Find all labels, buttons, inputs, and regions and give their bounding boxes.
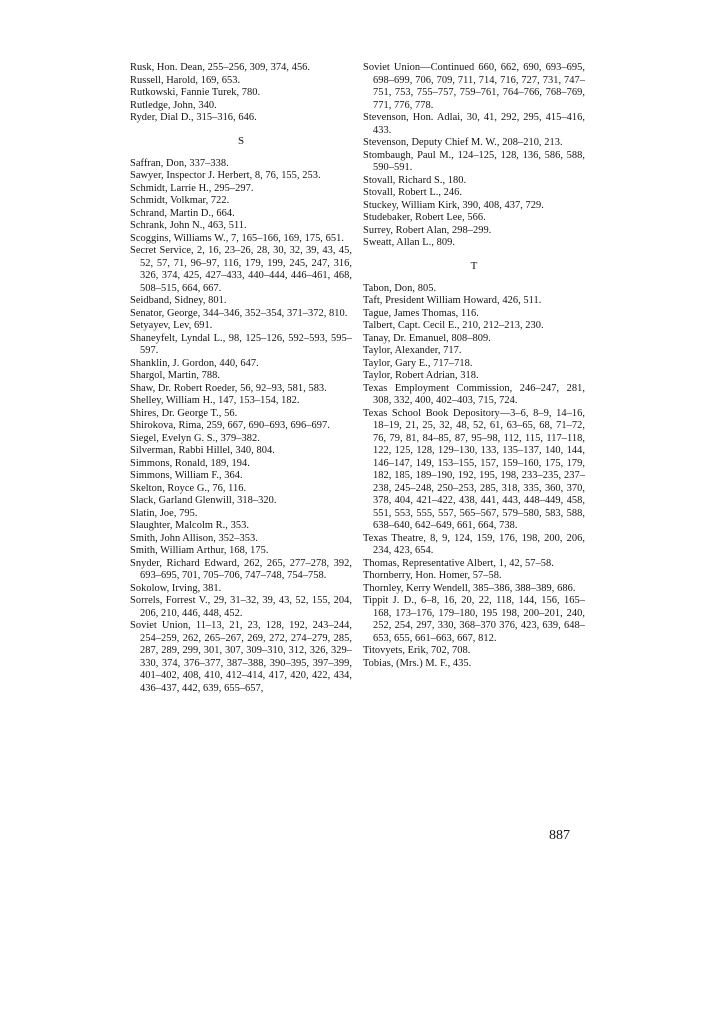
index-entry: Sokolow, Irving, 381. <box>130 582 222 594</box>
index-entry: Soviet Union, 11–13, 21, 23, 128, 192, 243–244, 254–259, 262, 265–267, 269, 272, 274–279, 285, 287, 289, 299, 301, 307, 309–310, 312, 326, 329–330, 374, 376–377, 387–388, 390–395, 397–399, 401–402, 408, 410, 412–414, 417, 420, 422, 434, 436–437, 442, 639, 655–657, <box>130 620 352 694</box>
index-entry: Taylor, Alexander, 717. <box>363 345 462 356</box>
index-entry: Slaughter, Malcolm R., 353. <box>130 520 249 531</box>
index-entry: Russell, Harold, 169, 653. <box>130 74 241 86</box>
index-entry: Stovall, Robert L., 246. <box>363 187 463 198</box>
index-entry: Sawyer, Inspector J. Herbert, 8, 76, 155, 253. <box>130 170 321 181</box>
index-entry: Smith, William Arthur, 168, 175. <box>130 545 269 556</box>
index-entry: Talbert, Capt. Cecil E., 210, 212–213, 230. <box>363 320 544 331</box>
index-entry: Texas Theatre, 8, 9, 124, 159, 176, 198, 200, 206, 234, 423, 654. <box>363 532 585 556</box>
index-entry: Slatin, Joe, 795. <box>130 507 198 519</box>
index-entry: Senator, George, 344–346, 352–354, 371–372, 810. <box>130 307 348 319</box>
index-entry: Texas School Book Depository—3–6, 8–9, 14–16, 18–19, 21, 25, 32, 48, 52, 61, 63–65, 68, 71–72, 76, 79, 81, 84–85, 87, 95–98, 112, 115, 117–118, 122, 125, 128, 129–130, 133, 135–137, 140, 144, 146–147, 149, 153–155, 157, 159–160, 175, 179, 182, 185, 189–190, 192, 195, 198, 233–235, 237–238, 245–248, 250–253, 285, 318, 335, 360, 370, 378, 404, 421–422, 438, 441, 443, 448–449, 458, 551, 553, 555, 557, 565–567, 579–580, 583, 588, 638–640, 642–649, 661, 664, 738. <box>363 407 585 531</box>
index-entry: Shirokova, Rima, 259, 667, 690–693, 696–697. <box>130 420 330 431</box>
index-entry: Slack, Garland Glenwill, 318–320. <box>130 495 277 506</box>
index-entry: Shanklin, J. Gordon, 440, 647. <box>130 357 259 369</box>
index-entry: Stuckey, William Kirk, 390, 408, 437, 729. <box>363 199 544 211</box>
index-entry: Thornley, Kerry Wendell, 385–386, 388–389, 686. <box>363 582 576 594</box>
index-entry: Ryder, Dial D., 315–316, 646. <box>130 112 257 123</box>
index-entry: Shaneyfelt, Lyndal L., 98, 125–126, 592–593, 595–597. <box>130 332 352 356</box>
index-entry: Stevenson, Hon. Adlai, 30, 41, 292, 295, 415–416, 433. <box>363 112 585 136</box>
index-entry: Tague, James Thomas, 116. <box>363 307 479 319</box>
index-entry: Shargol, Martin, 788. <box>130 370 221 381</box>
index-entry: Rusk, Hon. Dean, 255–256, 309, 374, 456. <box>130 62 311 73</box>
index-entry: Taylor, Robert Adrian, 318. <box>363 370 479 381</box>
index-entry: Soviet Union—Continued 660, 662, 690, 693–695, 698–699, 706, 709, 711, 714, 716, 727, 731, 747–751, 753, 755–757, 759–761, 764–766, 768–769, 771, 776, 778. <box>363 62 585 111</box>
index-entry: Shelley, William H., 147, 153–154, 182. <box>130 395 300 406</box>
section-letter: S <box>237 134 245 147</box>
index-entry: Rutkowski, Fannie Turek, 780. <box>130 87 261 98</box>
index-entry: Sorrels, Forrest V., 29, 31–32, 39, 43, 52, 155, 204, 206, 210, 446, 448, 452. <box>130 595 352 619</box>
index-entry: Schmidt, Volkmar, 722. <box>130 195 230 206</box>
index-entry: Secret Service, 2, 16, 23–26, 28, 30, 32, 39, 43, 45, 52, 57, 71, 96–97, 116, 179, 199, 245, 247, 316, 326, 374, 425, 427–433, 440–444, 446–461, 468, 508–515, 664, 667. <box>130 245 352 294</box>
index-entry: Simmons, Ronald, 189, 194. <box>130 457 250 469</box>
index-entry: Simmons, William F., 364. <box>130 470 243 481</box>
index-entry: Setyayev, Lev, 691. <box>130 320 213 331</box>
index-entry: Schrand, Martin D., 664. <box>130 207 235 219</box>
section-letter: T <box>470 259 478 272</box>
index-entry: Surrey, Robert Alan, 298–299. <box>363 224 492 236</box>
page-number: 887 <box>549 828 570 843</box>
index-entry: Shires, Dr. George T., 56. <box>130 407 238 419</box>
index-column-left <box>130 62 352 695</box>
index-entry: Stombaugh, Paul M., 124–125, 128, 136, 586, 588, 590–591. <box>363 149 585 173</box>
index-entry: Smith, John Allison, 352–353. <box>130 532 258 544</box>
index-entry: Tanay, Dr. Emanuel, 808–809. <box>363 332 491 344</box>
index-entry: Studebaker, Robert Lee, 566. <box>363 212 486 223</box>
index-entry: Rutledge, John, 340. <box>130 99 217 111</box>
index-entry: Seidband, Sidney, 801. <box>130 295 227 306</box>
index-entry: Taylor, Gary E., 717–718. <box>363 357 473 369</box>
index-entry: Scoggins, Williams W., 7, 165–166, 169, 175, 651. <box>130 232 344 244</box>
index-entry: Siegel, Evelyn G. S., 379–382. <box>130 432 260 444</box>
index-entry: Thornberry, Hon. Homer, 57–58. <box>363 570 502 581</box>
index-entry: Skelton, Royce G., 76, 116. <box>130 482 247 494</box>
index-entry: Sweatt, Allan L., 809. <box>363 237 456 248</box>
index-entry: Tobias, (Mrs.) M. F., 435. <box>363 657 472 669</box>
index-column-right <box>363 62 585 670</box>
index-entry: Taft, President William Howard, 426, 511. <box>363 295 542 306</box>
index-entry: Silverman, Rabbi Hillel, 340, 804. <box>130 445 275 456</box>
index-entry: Stevenson, Deputy Chief M. W., 208–210, 213. <box>363 137 563 148</box>
index-entry: Texas Employment Commission, 246–247, 281, 308, 332, 400, 402–403, 715, 724. <box>363 382 585 406</box>
index-entry: Schmidt, Larrie H., 295–297. <box>130 182 254 194</box>
index-entry: Titovyets, Erik, 702, 708. <box>363 645 471 656</box>
index-entry: Schrank, John N., 463, 511. <box>130 220 247 231</box>
index-entry: Snyder, Richard Edward, 262, 265, 277–278, 392, 693–695, 701, 705–706, 747–748, 754–758. <box>130 557 352 581</box>
index-entry: Shaw, Dr. Robert Roeder, 56, 92–93, 581, 583. <box>130 382 327 394</box>
index-entry: Tippit J. D., 6–8, 16, 20, 22, 118, 144, 156, 165–168, 173–176, 179–180, 195 198, 200–201, 240, 252, 254, 297, 330, 368–370 376, 423, 639, 648–653, 655, 661–663, 667, 812. <box>363 595 585 644</box>
index-entry: Stovall, Richard S., 180. <box>363 174 467 186</box>
index-entry: Saffran, Don, 337–338. <box>130 157 229 169</box>
index-entry: Tabon, Don, 805. <box>363 282 437 294</box>
index-entry: Thomas, Representative Albert, 1, 42, 57–58. <box>363 557 554 569</box>
